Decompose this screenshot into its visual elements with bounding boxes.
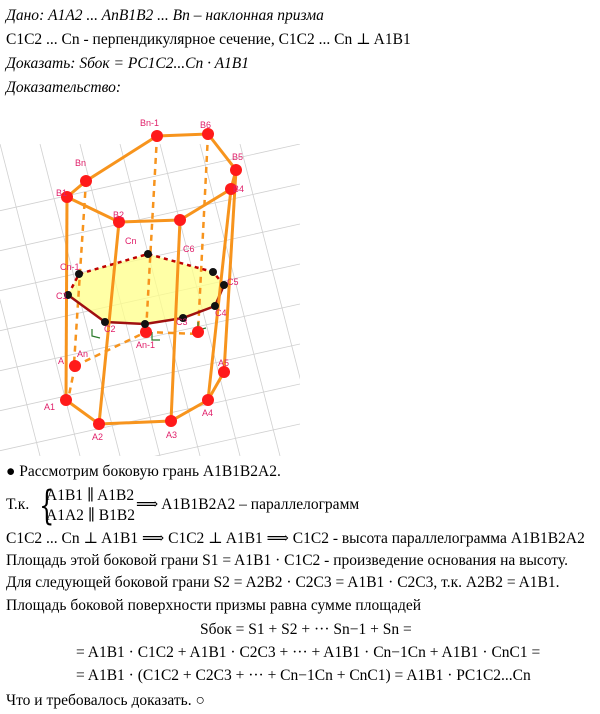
conclusion-line: Что и требовалось доказать. ○ (6, 692, 205, 709)
area1-line: Площадь этой боковой грани S1 = A1B1 · C1C2 - произведение основания на высоту. (6, 552, 568, 569)
label-A1: A1 (44, 402, 56, 412)
label-Cn: Cn (125, 236, 137, 246)
label-C1: C1 (56, 291, 68, 301)
given-text: A1A2 ... AnB1B2 ... Bn – наклонная призма (48, 7, 324, 24)
label-B2: B2 (113, 210, 125, 220)
given-label: Дано (6, 7, 40, 24)
label-A5: A5 (218, 358, 230, 368)
label-C2: C2 (104, 324, 116, 334)
formula-line-1: Sбок = S1 + S2 + ··· Sn−1 + Sn = (200, 621, 412, 638)
condition-1: A1B1 ∥ A1B2 (46, 487, 135, 504)
label-Bn1: Bn-1 (140, 118, 160, 128)
label-A2: A2 (92, 432, 104, 442)
label-B4: B4 (233, 184, 245, 194)
label-A4: A4 (202, 408, 214, 418)
condition-2: A1A2 ∥ B1B2 (46, 507, 135, 524)
formula-line-3: = A1B1 · (C1C2 + C2C3 + ··· + Cn−1Cn + CnC1) = A1B1 · PC1C2...Cn (76, 667, 531, 684)
area2-line: Для следующей боковой грани S2 = A2B2 · C2C3 = A1B1 · C2C3, т.к. A2B2 = A1B1. (6, 574, 560, 591)
label-C5: C5 (227, 277, 239, 287)
label-B1: B1 (56, 188, 68, 198)
label-An1: An-1 (136, 340, 156, 350)
prove-label: Доказать (6, 55, 71, 72)
bullet-line (6, 462, 281, 482)
given-line: Дано: A1A2 ... AnB1B2 ... Bn – наклонная призма (6, 7, 324, 24)
proof-heading-text: Доказательство (6, 79, 116, 96)
tk-label: Т.к. (6, 496, 30, 513)
prove-line: Доказать: Sбок = PC1C2...Cn · A1B1 (6, 55, 250, 72)
parallelogram-conclusion: ⟹ A1B1B2A2 – параллелограмм (136, 496, 360, 513)
bullet-text: Рассмотрим боковую грань A1B1B2A2. (19, 463, 281, 480)
formula-line-2: = A1B1 · C1C2 + A1B1 · C2C3 + ··· + A1B1 · Cn−1Cn + A1B1 · CnC1 = (76, 644, 541, 661)
prove-text: Sбок = PC1C2...Cn · A1B1 (79, 55, 250, 72)
label-Bn: Bn (75, 158, 87, 168)
proof-heading: Доказательство: (6, 79, 122, 96)
top-base (67, 134, 236, 222)
label-B5: B5 (232, 152, 244, 162)
section-line: C1C2 ... Cn - перпендикулярное сечение, C1C2 ... Cn ⊥ A1B1 (6, 31, 411, 48)
prism-figure (0, 104, 300, 456)
label-An-left: A (58, 356, 65, 366)
perpendicular-line: C1C2 ... Cn ⊥ A1B1 ⟹ C1C2 ⊥ A1B1 ⟹ C1C2 - высота параллелограмма A1B1B2A2 (6, 530, 585, 547)
brace-icon: { (39, 483, 55, 529)
label-C6: C6 (183, 244, 195, 254)
label-C3: C3 (176, 317, 188, 327)
label-An: An (77, 349, 89, 359)
sum-line: Площадь боковой поверхности призмы равна сумме площадей (6, 597, 422, 614)
label-Cn1: Cn-1 (60, 262, 80, 272)
label-C4: C4 (215, 308, 227, 318)
label-A3: A3 (166, 430, 178, 440)
bullet-icon: ● (6, 463, 16, 480)
label-B6: B6 (200, 120, 212, 130)
